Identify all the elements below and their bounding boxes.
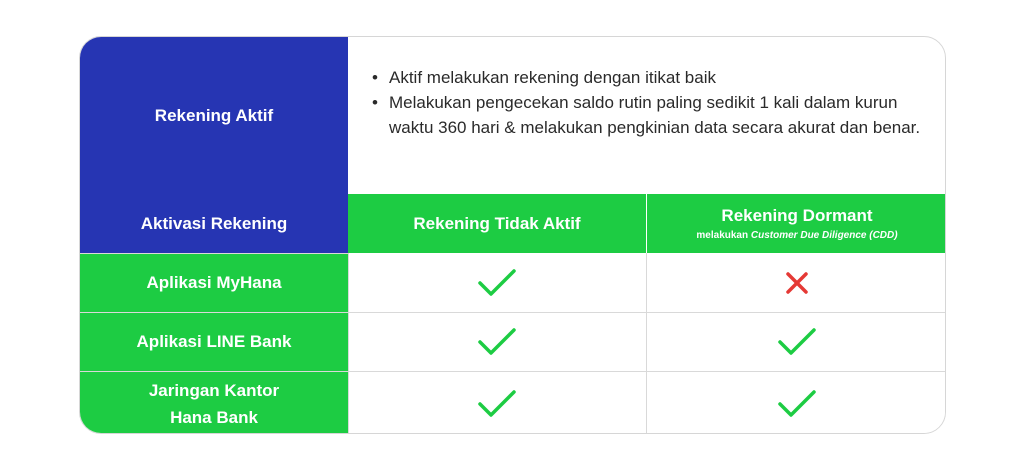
column-divider — [348, 253, 349, 434]
rekening-aktif-label — [80, 37, 348, 194]
aktivasi-rekening-header — [80, 194, 348, 253]
row-divider — [348, 371, 945, 372]
row-label-text: Aplikasi MyHana — [146, 272, 282, 292]
row-divider — [80, 312, 348, 313]
row3-tidak-aktif-cell — [348, 372, 646, 434]
check-icon — [777, 389, 817, 419]
row-divider — [80, 371, 348, 372]
column-divider — [646, 253, 647, 434]
aktivasi-rekening-text: Aktivasi Rekening — [140, 213, 288, 233]
check-icon — [777, 327, 817, 357]
row-label-line-bank — [80, 313, 348, 371]
check-icon — [477, 268, 517, 298]
row3-dormant-cell — [647, 372, 946, 434]
check-icon — [477, 389, 517, 419]
cross-icon — [784, 270, 810, 296]
row-label-text-line1: Jaringan Kantor — [148, 380, 280, 400]
rekening-aktif-description — [348, 37, 946, 194]
row-label-text: Aplikasi LINE Bank — [136, 332, 292, 351]
bullet-item: • Melakukan pengecekan saldo rutin paling sedikit 1 kali dalam kurun waktu 360 hari & melakukan pengkinian data secara akurat dan benar. — [372, 90, 927, 140]
rekening-tidak-aktif-text: Rekening Tidak Aktif — [413, 213, 581, 233]
rekening-aktif-text: Rekening Aktif — [154, 105, 274, 125]
row2-tidak-aktif-cell — [348, 313, 646, 371]
row-divider — [348, 312, 945, 313]
comparison-table — [79, 36, 946, 434]
row1-dormant-cell — [647, 253, 946, 312]
row-label-myhana — [80, 253, 348, 312]
row1-tidak-aktif-cell — [348, 253, 646, 312]
bullet-item: • Aktif melakukan rekening dengan itikat baik — [372, 65, 927, 90]
dormant-sub-italic: Customer Due Diligence (CDD) — [750, 230, 898, 241]
rekening-dormant-header — [647, 194, 946, 253]
rekening-dormant-subtext — [696, 230, 897, 241]
row-label-jaringan-kantor — [80, 372, 348, 434]
dormant-sub-prefix: melakukan — [696, 230, 751, 241]
row2-dormant-cell — [647, 313, 946, 371]
rekening-tidak-aktif-header — [348, 194, 646, 253]
row-divider — [80, 253, 348, 254]
row-label-text-line2: Hana Bank — [170, 407, 258, 427]
rekening-dormant-text: Rekening Dormant — [721, 206, 873, 225]
check-icon — [477, 327, 517, 357]
